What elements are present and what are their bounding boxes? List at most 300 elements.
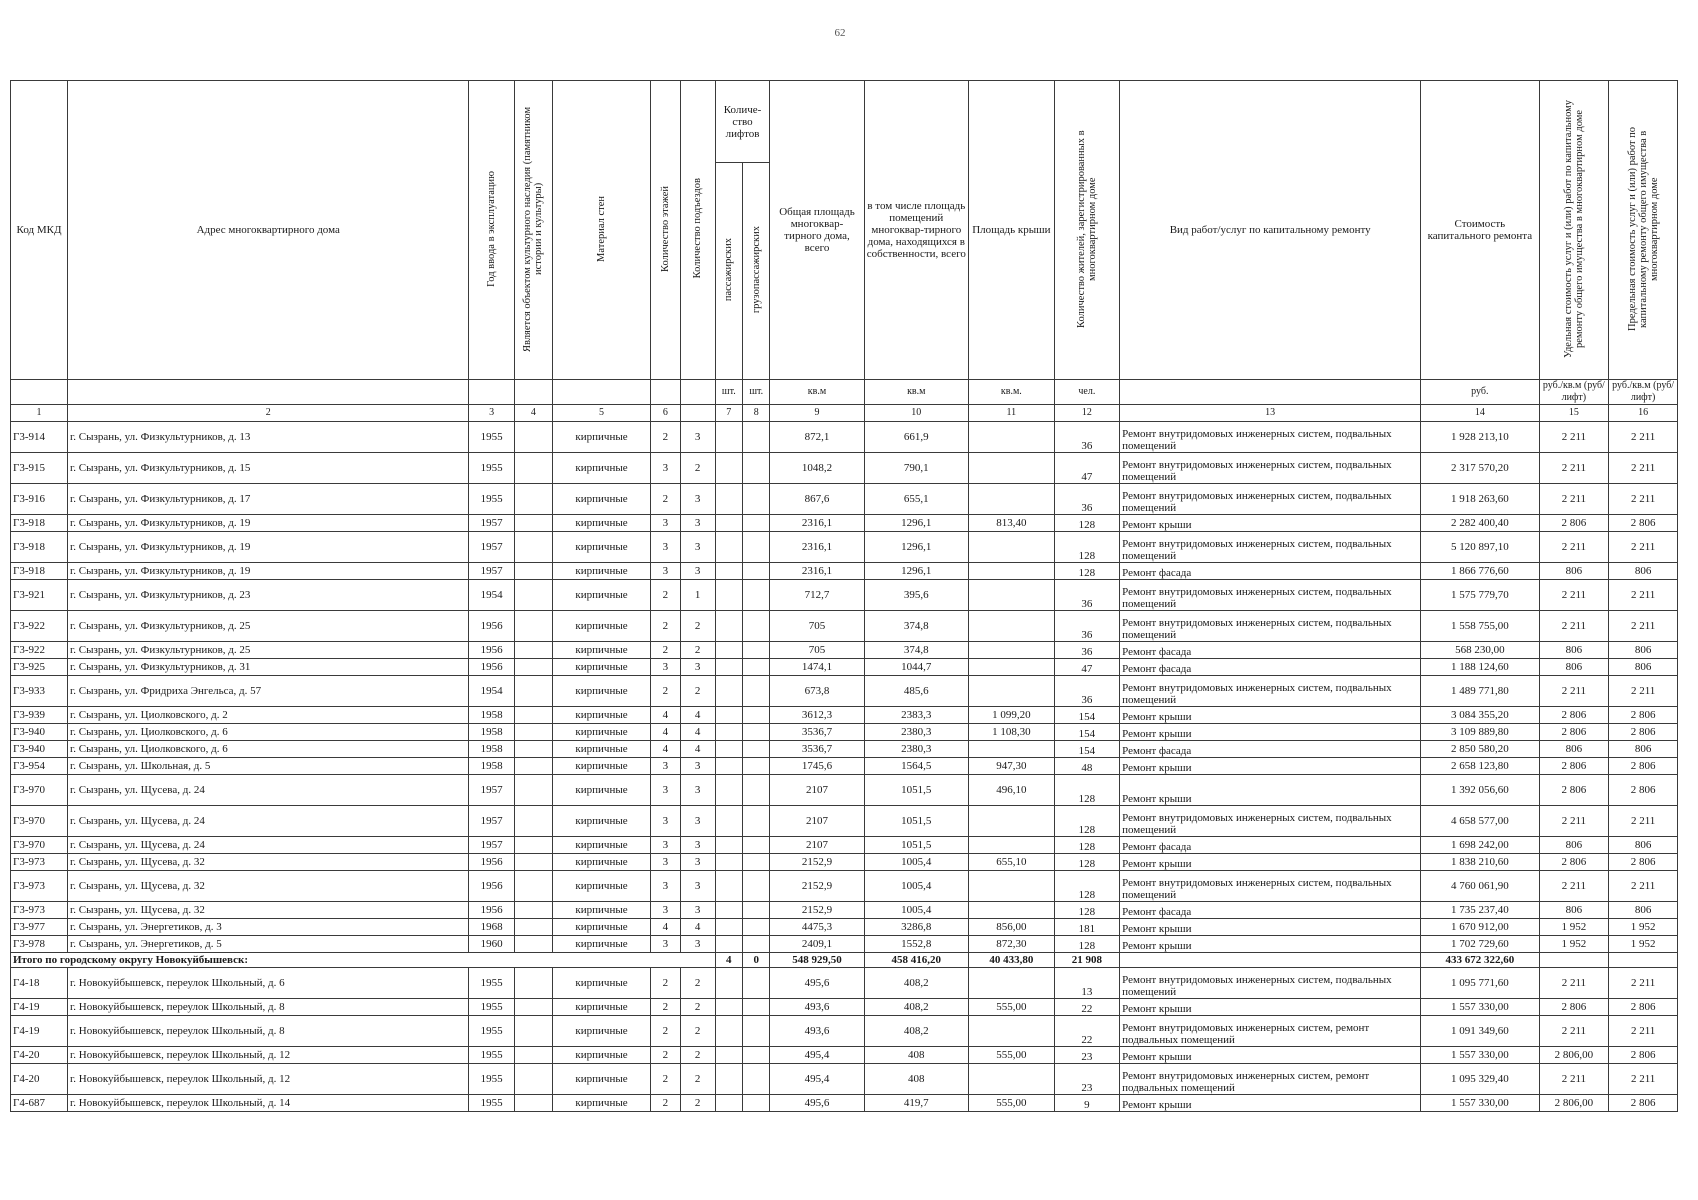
cell-walls: кирпичные <box>552 837 650 854</box>
cell-cost: 1 702 729,60 <box>1421 936 1539 953</box>
cell-work: Ремонт крыши <box>1120 775 1421 806</box>
cell-lifts-cargo <box>743 837 770 854</box>
cell-owned-area: 1005,4 <box>864 902 969 919</box>
cell-heritage <box>514 854 552 871</box>
cell-address: г. Сызрань, ул. Физкультурников, д. 25 <box>68 611 469 642</box>
cell-owned-area: 1564,5 <box>864 758 969 775</box>
cell-heritage <box>514 422 552 453</box>
cell-lifts-passenger <box>715 1016 742 1047</box>
cell-heritage <box>514 453 552 484</box>
cell-year: 1955 <box>469 484 514 515</box>
cell-cost: 5 120 897,10 <box>1421 532 1539 563</box>
cell-heritage <box>514 611 552 642</box>
cell-roof-area <box>969 453 1055 484</box>
cell-work: Ремонт фасада <box>1120 741 1421 758</box>
cell-address: г. Сызрань, ул. Щусева, д. 32 <box>68 871 469 902</box>
cell-lifts-cargo <box>743 968 770 999</box>
cell-residents: 36 <box>1054 484 1119 515</box>
cell-owned-area: 1296,1 <box>864 532 969 563</box>
cell-lifts-passenger <box>715 707 742 724</box>
cell-work: Ремонт фасада <box>1120 837 1421 854</box>
cell-floors: 2 <box>651 484 681 515</box>
cell-year: 1956 <box>469 854 514 871</box>
table-row <box>11 532 1678 563</box>
unit-lifts-cargo: шт. <box>743 380 770 405</box>
table-row <box>11 611 1678 642</box>
unit-total-area: кв.м <box>770 380 864 405</box>
cell-code: Г4-19 <box>11 1016 68 1047</box>
cell-address: г. Сызрань, ул. Энергетиков, д. 3 <box>68 919 469 936</box>
cell-roof-area: 1 099,20 <box>969 707 1055 724</box>
table-row <box>11 902 1678 919</box>
cell-walls: кирпичные <box>552 1064 650 1095</box>
cell-owned-area: 655,1 <box>864 484 969 515</box>
cell-residents: 154 <box>1054 741 1119 758</box>
cell-year: 1957 <box>469 837 514 854</box>
cell-address: г. Сызрань, ул. Физкультурников, д. 31 <box>68 659 469 676</box>
cell-work: Ремонт внутридомовых инженерных систем, подвальных помещений <box>1120 611 1421 642</box>
cell-lifts-cargo <box>743 1016 770 1047</box>
cell-walls: кирпичные <box>552 659 650 676</box>
cell-year: 1956 <box>469 642 514 659</box>
cell-address: г. Сызрань, ул. Щусева, д. 24 <box>68 837 469 854</box>
cell-walls: кирпичные <box>552 758 650 775</box>
cell-entrances: 2 <box>680 1016 715 1047</box>
cell-heritage <box>514 580 552 611</box>
cell-walls: кирпичные <box>552 1095 650 1112</box>
cell-address: г. Новокуйбышевск, переулок Школьный, д. 14 <box>68 1095 469 1112</box>
cell-total-area: 673,8 <box>770 676 864 707</box>
cell-entrances: 3 <box>680 484 715 515</box>
cell-floors: 2 <box>651 422 681 453</box>
cell-roof-area <box>969 532 1055 563</box>
cell-max-cost: 2 211 <box>1609 484 1678 515</box>
cell-owned-area: 2380,3 <box>864 741 969 758</box>
cell-owned-area: 1296,1 <box>864 563 969 580</box>
cell-walls: кирпичные <box>552 453 650 484</box>
cell-work: Ремонт крыши <box>1120 919 1421 936</box>
total-roof-area: 40 433,80 <box>969 953 1055 968</box>
header-owned-area: в том числе площадь помещений многоквар-тирного дома, находящихся в собственности, всего <box>864 81 969 380</box>
cell-cost: 1 838 210,60 <box>1421 854 1539 871</box>
header-max-cost: Предельная стоимость услуг и (или) работ по капитальному ремонту общего имущества в многоквартирном доме <box>1626 126 1660 331</box>
cell-residents: 181 <box>1054 919 1119 936</box>
cell-address: г. Сызрань, ул. Физкультурников, д. 25 <box>68 642 469 659</box>
cell-year: 1956 <box>469 871 514 902</box>
cell-entrances: 2 <box>680 1047 715 1064</box>
cell-unit-cost: 806 <box>1539 563 1609 580</box>
column-number: 15 <box>1539 405 1609 422</box>
cell-total-area: 2152,9 <box>770 871 864 902</box>
cell-cost: 3 109 889,80 <box>1421 724 1539 741</box>
total-residents: 21 908 <box>1054 953 1119 968</box>
cell-entrances: 4 <box>680 919 715 936</box>
header-code: Код МКД <box>11 81 68 380</box>
cell-work: Ремонт фасада <box>1120 642 1421 659</box>
cell-cost: 1 698 242,00 <box>1421 837 1539 854</box>
cell-owned-area: 408 <box>864 1064 969 1095</box>
cell-year: 1957 <box>469 806 514 837</box>
cell-unit-cost: 2 806,00 <box>1539 1047 1609 1064</box>
cell-unit-cost: 806 <box>1539 837 1609 854</box>
unit-lifts-passenger: шт. <box>715 380 742 405</box>
cell-entrances: 2 <box>680 642 715 659</box>
cell-cost: 4 658 577,00 <box>1421 806 1539 837</box>
column-number: 1 <box>11 405 68 422</box>
cell-lifts-passenger <box>715 532 742 563</box>
cell-year: 1957 <box>469 515 514 532</box>
table-row <box>11 563 1678 580</box>
cell-cost: 1 188 124,60 <box>1421 659 1539 676</box>
cell-max-cost: 2 806 <box>1609 515 1678 532</box>
cell-work: Ремонт внутридомовых инженерных систем, ремонт подвальных помещений <box>1120 1064 1421 1095</box>
cell-owned-area: 419,7 <box>864 1095 969 1112</box>
cell-walls: кирпичные <box>552 676 650 707</box>
cell-floors: 3 <box>651 659 681 676</box>
cell-total-area: 1745,6 <box>770 758 864 775</box>
cell-lifts-passenger <box>715 968 742 999</box>
cell-entrances: 3 <box>680 936 715 953</box>
cell-unit-cost: 2 211 <box>1539 611 1609 642</box>
cell-max-cost: 806 <box>1609 902 1678 919</box>
cell-lifts-cargo <box>743 871 770 902</box>
cell-code: Г3-970 <box>11 806 68 837</box>
cell-address: г. Новокуйбышевск, переулок Школьный, д. 6 <box>68 968 469 999</box>
total-label: Итого по городскому округу Новокуйбышевск: <box>11 953 716 968</box>
cell-walls: кирпичные <box>552 775 650 806</box>
cell-lifts-passenger <box>715 676 742 707</box>
cell-total-area: 2107 <box>770 806 864 837</box>
cell-max-cost: 806 <box>1609 642 1678 659</box>
cell-code: Г3-939 <box>11 707 68 724</box>
cell-lifts-passenger <box>715 484 742 515</box>
table-row <box>11 806 1678 837</box>
cell-lifts-cargo <box>743 532 770 563</box>
cell-cost: 2 282 400,40 <box>1421 515 1539 532</box>
cell-total-area: 867,6 <box>770 484 864 515</box>
cell-heritage <box>514 1016 552 1047</box>
cell-code: Г3-921 <box>11 580 68 611</box>
cell-lifts-cargo <box>743 936 770 953</box>
cell-year: 1957 <box>469 775 514 806</box>
cell-max-cost: 2 806 <box>1609 1047 1678 1064</box>
cell-unit-cost: 2 806 <box>1539 854 1609 871</box>
column-number: 4 <box>514 405 552 422</box>
cell-walls: кирпичные <box>552 611 650 642</box>
cell-heritage <box>514 563 552 580</box>
header-lifts-cargo: грузопассажирских <box>750 226 762 314</box>
unit-owned-area: кв.м <box>864 380 969 405</box>
cell-lifts-cargo <box>743 902 770 919</box>
cell-work: Ремонт внутридомовых инженерных систем, подвальных помещений <box>1120 580 1421 611</box>
cell-lifts-passenger <box>715 741 742 758</box>
cell-code: Г3-940 <box>11 724 68 741</box>
header-cost: Стоимость капитального ремонта <box>1421 81 1539 380</box>
cell-work: Ремонт крыши <box>1120 758 1421 775</box>
cell-code: Г3-925 <box>11 659 68 676</box>
cell-residents: 23 <box>1054 1064 1119 1095</box>
cell-walls: кирпичные <box>552 642 650 659</box>
cell-cost: 3 084 355,20 <box>1421 707 1539 724</box>
cell-entrances: 3 <box>680 854 715 871</box>
cell-entrances: 3 <box>680 659 715 676</box>
cell-residents: 128 <box>1054 854 1119 871</box>
cell-work: Ремонт крыши <box>1120 1095 1421 1112</box>
cell-cost: 1 575 779,70 <box>1421 580 1539 611</box>
cell-residents: 47 <box>1054 453 1119 484</box>
column-number: 11 <box>969 405 1055 422</box>
cell-year: 1955 <box>469 1016 514 1047</box>
cell-roof-area: 856,00 <box>969 919 1055 936</box>
cell-address: г. Сызрань, ул. Щусева, д. 24 <box>68 806 469 837</box>
cell-owned-area: 408,2 <box>864 1016 969 1047</box>
table-row <box>11 724 1678 741</box>
page-number: 62 <box>834 27 846 39</box>
cell-year: 1955 <box>469 422 514 453</box>
cell-floors: 3 <box>651 453 681 484</box>
cell-unit-cost: 2 211 <box>1539 968 1609 999</box>
cell-lifts-cargo <box>743 580 770 611</box>
capital-repair-table <box>10 80 1678 1112</box>
cell-work: Ремонт крыши <box>1120 515 1421 532</box>
cell-residents: 22 <box>1054 1016 1119 1047</box>
cell-heritage <box>514 936 552 953</box>
cell-roof-area: 813,40 <box>969 515 1055 532</box>
cell-total-area: 2316,1 <box>770 515 864 532</box>
cell-max-cost: 2 211 <box>1609 453 1678 484</box>
cell-floors: 2 <box>651 1064 681 1095</box>
cell-lifts-passenger <box>715 999 742 1016</box>
cell-owned-area: 1051,5 <box>864 806 969 837</box>
cell-walls: кирпичные <box>552 515 650 532</box>
cell-year: 1958 <box>469 741 514 758</box>
cell-cost: 1 928 213,10 <box>1421 422 1539 453</box>
cell-walls: кирпичные <box>552 854 650 871</box>
cell-floors: 2 <box>651 676 681 707</box>
cell-lifts-cargo <box>743 611 770 642</box>
cell-year: 1955 <box>469 1095 514 1112</box>
cell-work: Ремонт крыши <box>1120 1047 1421 1064</box>
total-lifts-cargo: 0 <box>743 953 770 968</box>
cell-total-area: 3612,3 <box>770 707 864 724</box>
cell-max-cost: 2 211 <box>1609 611 1678 642</box>
total-row <box>11 953 1678 968</box>
table-row <box>11 484 1678 515</box>
cell-max-cost: 1 952 <box>1609 919 1678 936</box>
cell-total-area: 3536,7 <box>770 724 864 741</box>
cell-lifts-passenger <box>715 902 742 919</box>
cell-lifts-cargo <box>743 515 770 532</box>
cell-residents: 128 <box>1054 775 1119 806</box>
cell-unit-cost: 2 211 <box>1539 453 1609 484</box>
cell-entrances: 3 <box>680 758 715 775</box>
cell-residents: 22 <box>1054 999 1119 1016</box>
cell-cost: 4 760 061,90 <box>1421 871 1539 902</box>
cell-entrances: 1 <box>680 580 715 611</box>
cell-heritage <box>514 968 552 999</box>
cell-floors: 3 <box>651 775 681 806</box>
cell-lifts-cargo <box>743 854 770 871</box>
cell-entrances: 3 <box>680 563 715 580</box>
cell-heritage <box>514 532 552 563</box>
table-row <box>11 999 1678 1016</box>
cell-entrances: 2 <box>680 968 715 999</box>
cell-unit-cost: 806 <box>1539 659 1609 676</box>
cell-walls: кирпичные <box>552 999 650 1016</box>
cell-year: 1958 <box>469 758 514 775</box>
table-row <box>11 775 1678 806</box>
cell-year: 1968 <box>469 919 514 936</box>
header-unit-cost: Удельная стоимость услуг и (или) работ по капитальному ремонту общего имущества в многоквартирном доме <box>1562 99 1585 358</box>
cell-residents: 128 <box>1054 563 1119 580</box>
cell-code: Г3-933 <box>11 676 68 707</box>
cell-address: г. Сызрань, ул. Школьная, д. 5 <box>68 758 469 775</box>
table-row <box>11 707 1678 724</box>
cell-max-cost: 2 211 <box>1609 1016 1678 1047</box>
cell-owned-area: 2380,3 <box>864 724 969 741</box>
cell-total-area: 872,1 <box>770 422 864 453</box>
cell-max-cost: 2 806 <box>1609 854 1678 871</box>
cell-roof-area: 1 108,30 <box>969 724 1055 741</box>
cell-lifts-passenger <box>715 854 742 871</box>
cell-floors: 2 <box>651 999 681 1016</box>
cell-lifts-cargo <box>743 919 770 936</box>
cell-entrances: 2 <box>680 453 715 484</box>
cell-lifts-cargo <box>743 707 770 724</box>
cell-unit-cost: 2 211 <box>1539 532 1609 563</box>
cell-owned-area: 1005,4 <box>864 871 969 902</box>
cell-residents: 13 <box>1054 968 1119 999</box>
cell-owned-area: 1296,1 <box>864 515 969 532</box>
header-address: Адрес многоквартирного дома <box>68 81 469 380</box>
cell-code: Г3-954 <box>11 758 68 775</box>
cell-work: Ремонт крыши <box>1120 854 1421 871</box>
cell-year: 1957 <box>469 563 514 580</box>
cell-residents: 128 <box>1054 532 1119 563</box>
cell-cost: 1 095 329,40 <box>1421 1064 1539 1095</box>
column-number: 13 <box>1120 405 1421 422</box>
cell-walls: кирпичные <box>552 422 650 453</box>
cell-unit-cost: 2 211 <box>1539 484 1609 515</box>
cell-walls: кирпичные <box>552 1016 650 1047</box>
cell-heritage <box>514 515 552 532</box>
cell-code: Г3-973 <box>11 902 68 919</box>
cell-roof-area: 555,00 <box>969 1047 1055 1064</box>
cell-owned-area: 1005,4 <box>864 854 969 871</box>
column-number: 16 <box>1609 405 1678 422</box>
cell-owned-area: 374,8 <box>864 611 969 642</box>
cell-unit-cost: 2 211 <box>1539 871 1609 902</box>
cell-unit-cost: 2 806 <box>1539 999 1609 1016</box>
cell-total-area: 495,6 <box>770 968 864 999</box>
cell-cost: 568 230,00 <box>1421 642 1539 659</box>
total-cost: 433 672 322,60 <box>1421 953 1539 968</box>
cell-heritage <box>514 919 552 936</box>
cell-entrances: 3 <box>680 871 715 902</box>
cell-max-cost: 2 211 <box>1609 968 1678 999</box>
cell-roof-area <box>969 871 1055 902</box>
cell-unit-cost: 2 806,00 <box>1539 1095 1609 1112</box>
cell-lifts-cargo <box>743 1047 770 1064</box>
cell-max-cost: 2 211 <box>1609 532 1678 563</box>
cell-lifts-passenger <box>715 775 742 806</box>
cell-floors: 2 <box>651 642 681 659</box>
cell-residents: 23 <box>1054 1047 1119 1064</box>
cell-code: Г3-914 <box>11 422 68 453</box>
cell-unit-cost: 2 211 <box>1539 580 1609 611</box>
cell-total-area: 4475,3 <box>770 919 864 936</box>
cell-roof-area <box>969 806 1055 837</box>
cell-lifts-passenger <box>715 871 742 902</box>
table-row <box>11 871 1678 902</box>
cell-lifts-cargo <box>743 999 770 1016</box>
cell-lifts-passenger <box>715 642 742 659</box>
table-row <box>11 1047 1678 1064</box>
column-number: 3 <box>469 405 514 422</box>
column-number: 12 <box>1054 405 1119 422</box>
cell-floors: 3 <box>651 902 681 919</box>
cell-lifts-cargo <box>743 642 770 659</box>
cell-lifts-cargo <box>743 484 770 515</box>
cell-max-cost: 806 <box>1609 563 1678 580</box>
cell-heritage <box>514 837 552 854</box>
cell-entrances: 3 <box>680 422 715 453</box>
cell-cost: 1 558 755,00 <box>1421 611 1539 642</box>
cell-year: 1955 <box>469 1064 514 1095</box>
cell-heritage <box>514 999 552 1016</box>
cell-lifts-cargo <box>743 1095 770 1112</box>
cell-floors: 4 <box>651 919 681 936</box>
table-row <box>11 854 1678 871</box>
cell-max-cost: 806 <box>1609 659 1678 676</box>
cell-unit-cost: 2 211 <box>1539 806 1609 837</box>
cell-year: 1960 <box>469 936 514 953</box>
cell-entrances: 4 <box>680 741 715 758</box>
cell-address: г. Новокуйбышевск, переулок Школьный, д. 12 <box>68 1047 469 1064</box>
cell-walls: кирпичные <box>552 563 650 580</box>
cell-code: Г3-918 <box>11 532 68 563</box>
cell-address: г. Сызрань, ул. Энергетиков, д. 5 <box>68 936 469 953</box>
cell-heritage <box>514 1047 552 1064</box>
cell-roof-area <box>969 611 1055 642</box>
table-row <box>11 659 1678 676</box>
cell-max-cost: 1 952 <box>1609 936 1678 953</box>
cell-year: 1957 <box>469 532 514 563</box>
cell-year: 1955 <box>469 1047 514 1064</box>
cell-residents: 36 <box>1054 422 1119 453</box>
cell-floors: 3 <box>651 515 681 532</box>
cell-work: Ремонт внутридомовых инженерных систем, подвальных помещений <box>1120 676 1421 707</box>
unit-max-cost: руб./кв.м (руб/лифт) <box>1609 380 1678 405</box>
cell-code: Г4-20 <box>11 1064 68 1095</box>
table-row <box>11 741 1678 758</box>
unit-cost: руб. <box>1421 380 1539 405</box>
cell-heritage <box>514 871 552 902</box>
cell-work: Ремонт внутридомовых инженерных систем, подвальных помещений <box>1120 532 1421 563</box>
cell-entrances: 3 <box>680 837 715 854</box>
cell-total-area: 705 <box>770 642 864 659</box>
cell-address: г. Новокуйбышевск, переулок Школьный, д. 8 <box>68 999 469 1016</box>
cell-roof-area <box>969 659 1055 676</box>
cell-cost: 1 918 263,60 <box>1421 484 1539 515</box>
cell-lifts-passenger <box>715 1047 742 1064</box>
cell-entrances: 2 <box>680 1095 715 1112</box>
cell-code: Г3-970 <box>11 775 68 806</box>
total-work <box>1120 953 1421 968</box>
cell-address: г. Сызрань, ул. Щусева, д. 24 <box>68 775 469 806</box>
column-number: 5 <box>552 405 650 422</box>
cell-work: Ремонт фасада <box>1120 659 1421 676</box>
